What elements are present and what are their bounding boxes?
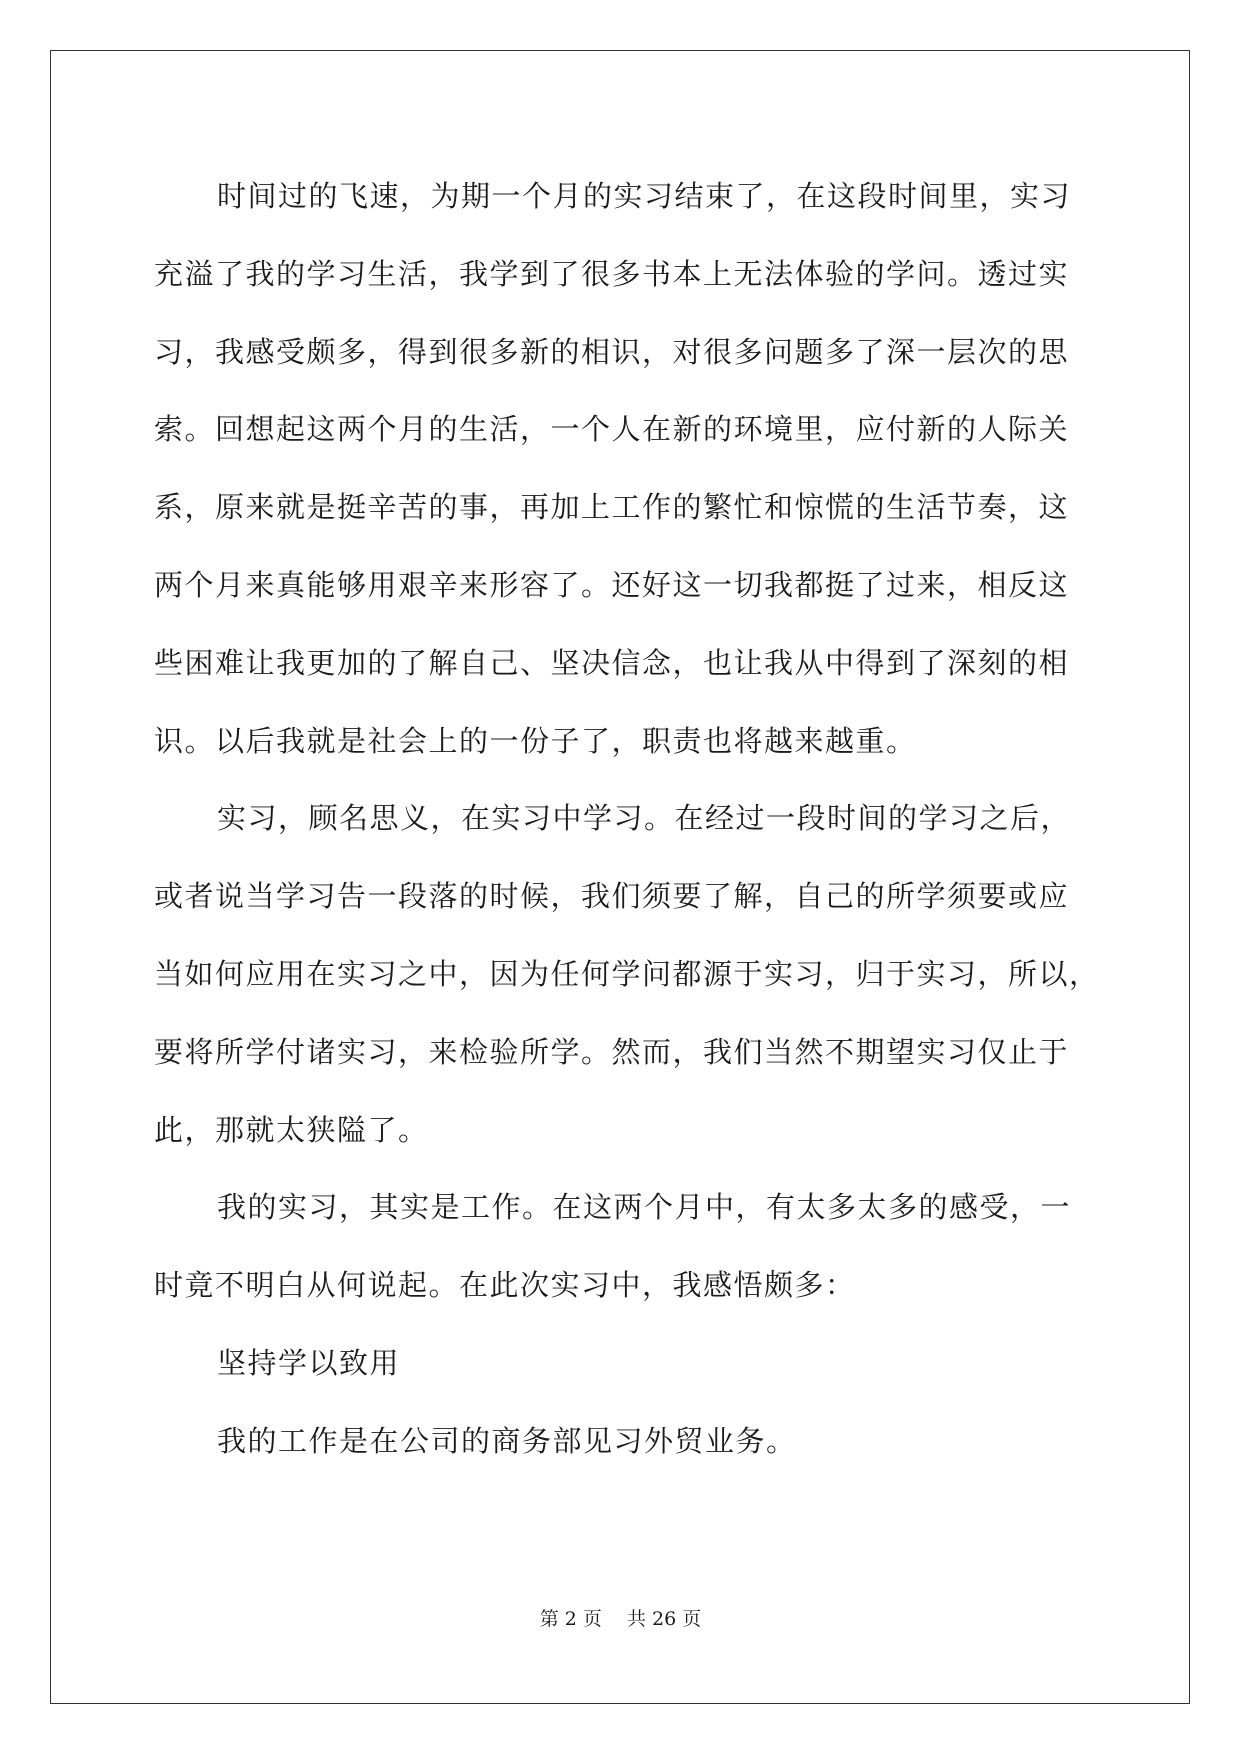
text-line: 时竟不明白从何说起。在此次实习中，我感悟颇多： [154, 1268, 856, 1303]
text-line: 系，原来就是挺辛苦的事，再加上工作的繁忙和惊慌的生活节奏，这 [154, 490, 1070, 525]
text-line: 充溢了我的学习生活，我学到了很多书本上无法体验的学问。透过实 [154, 256, 1070, 291]
paragraph-4 [154, 1403, 1104, 1481]
text-line: 我的实习，其实是工作。在这两个月中，有太多太多的感受，一 [217, 1190, 1072, 1225]
text-line: 时间过的飞速，为期一个月的实习结束了，在这段时间里，实习 [217, 179, 1072, 213]
text-line: 两个月来真能够用艰辛来形容了。还好这一切我都挺了过来，相反这 [154, 567, 1070, 602]
paragraph-1 [154, 158, 1104, 780]
text-line: 实习，顾名思义，在实习中学习。在经过一段时间的学习之后， [217, 801, 1072, 836]
text-line: 要将所学付诸实习，来检验所学。然而，我们当然不期望实习仅止于 [154, 1034, 1070, 1069]
text-line: 识。以后我就是社会上的一份子了，职责也将越来越重。 [154, 723, 917, 758]
text-line: 当如何应用在实习之中，因为任何学问都源于实习，归于实习，所以， [154, 956, 1100, 991]
paragraph-3 [154, 1169, 1104, 1325]
text-line: 我的工作是在公司的商务部见习外贸业务。 [217, 1423, 797, 1458]
text-line: 坚持学以致用 [217, 1345, 401, 1380]
document-body [154, 158, 1104, 1481]
text-line: 习，我感受颇多，得到很多新的相识，对很多问题多了深一层次的思 [154, 334, 1070, 369]
text-line: 此，那就太狭隘了。 [154, 1112, 429, 1147]
text-line: 或者说当学习告一段落的时候，我们须要了解，自己的所学须要或应 [154, 879, 1070, 914]
text-line: 索。回想起这两个月的生活，一个人在新的环境里，应付新的人际关 [154, 412, 1070, 447]
page-number-footer: 第 2 页 共 26 页 [539, 1608, 702, 1630]
paragraph-2 [154, 780, 1104, 1169]
section-heading [154, 1325, 1104, 1403]
text-line: 些困难让我更加的了解自己、坚决信念，也让我从中得到了深刻的相 [154, 645, 1070, 680]
